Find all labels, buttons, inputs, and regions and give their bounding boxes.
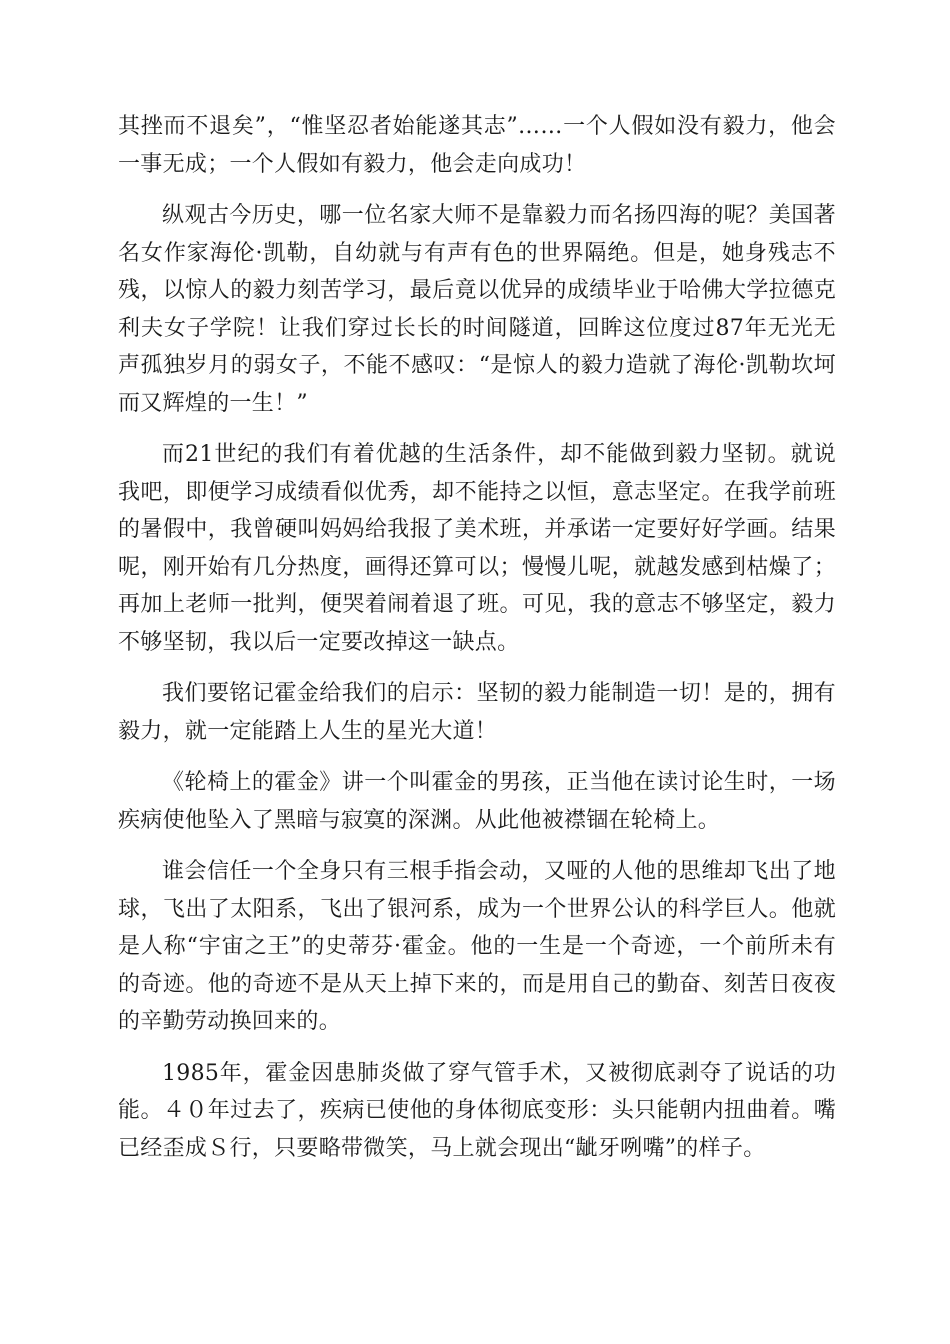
paragraph-hawking-lesson: 我们要铭记霍金给我们的启示：坚韧的毅力能制造一切！是的，拥有毅力，就一定能踏上人生的星光大道！ <box>118 681 836 744</box>
paragraph-hawking-miracle: 谁会信任一个全身只有三根手指会动，又哑的人他的思维却飞出了地球，飞出了太阳系，飞出了银河系，成为一个世界公认的科学巨人。他就是人称“宇宙之王”的史蒂芬·霍金。他的一生是一个奇迹，一个前所未有的奇迹。他的奇迹不是从天上掉下来的，而是用自己的勤奋、刻苦日夜夜的辛勤劳动换回来的。 <box>118 859 836 1034</box>
paragraph-personal-reflection: 而21世纪的我们有着优越的生活条件，却不能做到毅力坚韧。就说我吧，即便学习成绩看似优秀，却不能持之以恒，意志坚定。在我学前班的暑假中，我曾硬叫妈妈给我报了美术班，并承诺一定要好好学画。结果呢，刚开始有几分热度，画得还算可以；慢慢儿呢，就越发感到枯燥了；再加上老师一批判，便哭着闹着退了班。可见，我的意志不够坚定，毅力不够坚韧，我以后一定要改掉这一缺点。 <box>118 442 836 655</box>
paragraph-helen-keller: 纵观古今历史，哪一位名家大师不是靠毅力而名扬四海的呢？美国著名女作家海伦·凯勒，自幼就与有声有色的世界隔绝。但是，她身残志不残，以惊人的毅力刻苦学习，最后竟以优异的成绩毕业于哈佛大学拉德克利夫女子学院！让我们穿过长长的时间隧道，回眸这位度过87年无光无声孤独岁月的弱女子，不能不感叹：“是惊人的毅力造就了海伦·凯勒坎坷而又辉煌的一生！” <box>118 203 836 416</box>
paragraph-perseverance-quotes: 其挫而不退矣”，“惟坚忍者始能遂其志”……一个人假如没有毅力，他会一事无成；一个人假如有毅力，他会走向成功！ <box>118 114 836 177</box>
document-page <box>118 108 836 1167</box>
paragraph-hawking-1985: 1985年，霍金因患肺炎做了穿气管手术，又被彻底剥夺了说话的功能。４０年过去了，疾病已使他的身体彻底变形：头只能朝内扭曲着。嘴已经歪成Ｓ行，只要略带微笑，马上就会现出“龇牙咧嘴”的样子。 <box>118 1060 836 1161</box>
paragraph-wheelchair-hawking: 《轮椅上的霍金》讲一个叫霍金的男孩，正当他在读讨论生时，一场疾病使他坠入了黑暗与寂寞的深渊。从此他被襟锢在轮椅上。 <box>118 770 836 833</box>
